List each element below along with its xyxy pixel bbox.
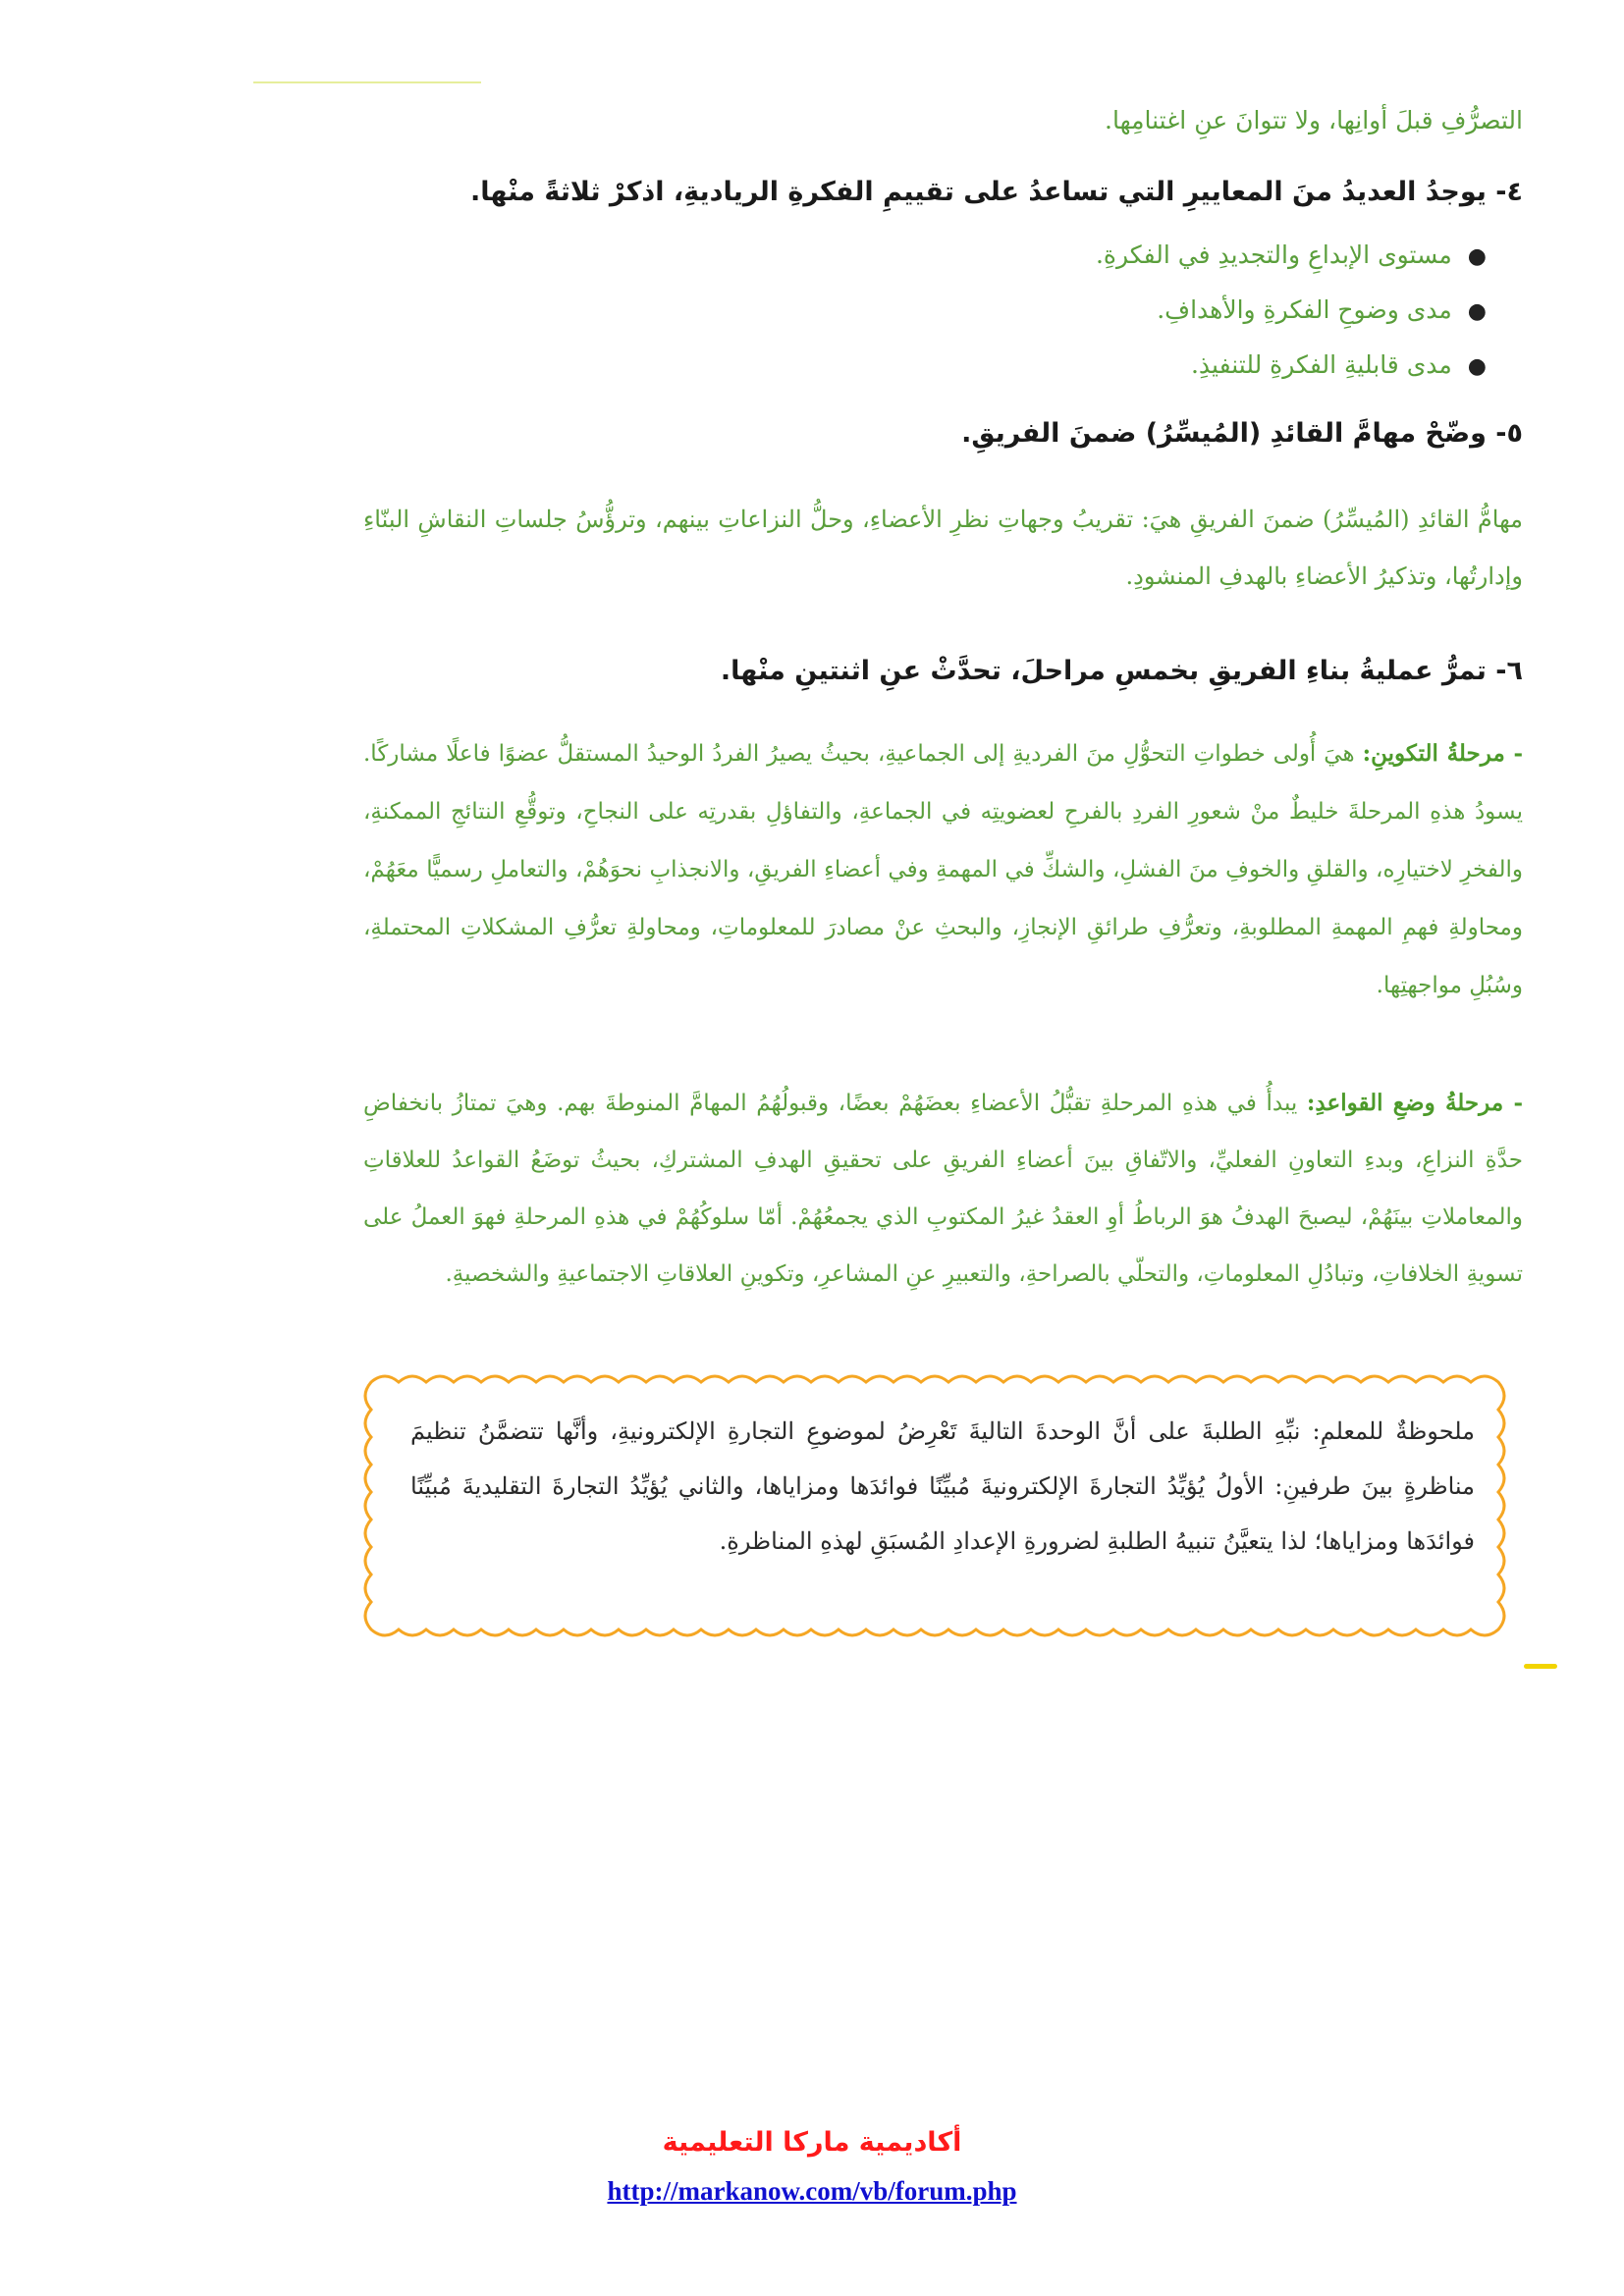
question-5-text: وضّحْ مهامَّ القائدِ (المُيسِّرُ) ضمنَ الفريقِ.: [961, 418, 1487, 449]
stage-2-title: - مرحلةُ وضعِ القواعدِ:: [1306, 1090, 1523, 1116]
corner-mark: [1524, 1664, 1557, 1669]
bullet-icon: ●: [1467, 244, 1487, 269]
footer-link-container: [0, 2176, 1624, 2207]
bullet-icon: ●: [1467, 299, 1487, 324]
list-item: ●مستوى الإبداعِ والتجديدِ في الفكرةِ.: [1095, 240, 1487, 269]
footer-title: أكاديمية ماركا التعليمية: [662, 2127, 962, 2158]
list-item: ●مدى قابليةِ الفكرةِ للتنفيذِ.: [1190, 350, 1487, 379]
stage-1-paragraph: [363, 724, 1523, 1015]
question-5-answer: مهامُّ القائدِ (المُيسِّرُ) ضمنَ الفريقِ هيَ: تقريبُ وجهاتِ نظرِ الأعضاءِ، وحلُّ النزاعاتِ بينهم، وترؤُّسُ جلساتِ النقاشِ البنّاءِ وإدارتُها، وتذكيرُ الأعضاءِ بالهدفِ المنشودِ.: [363, 506, 1523, 590]
question-5: [961, 418, 1523, 449]
stage-1-title: - مرحلةُ التكوينِ:: [1362, 740, 1523, 767]
stage-2-text: يبدأُ في هذهِ المرحلةِ تقبُّلُ الأعضاءِ بعضَهُمْ بعضًا، وقبولُهُمُ المهامَّ المنوطةَ بهم. وهيَ تمتازُ بانخفاضِ حدَّةِ النزاعِ، وبدءِ التعاونِ الفعليِّ، والاتّفاقِ بينَ أعضاءِ الفريقِ على تحقيقِ الهدفِ المشتركِ، بحيثُ توضَعُ القواعدُ للعلاقاتِ والمعاملاتِ بينَهُمْ، ليصبحَ الهدفُ هوَ الرباطُ أوِ العقدُ غيرُ المكتوبِ الذي يجمعُهُمْ. أمّا سلوكُهُمْ في هذهِ المرحلةِ فهوَ العملُ على تسويةِ الخلافاتِ، وتبادُلِ المعلوماتِ، والتحلّي بالصراحةِ، والتعبيرِ عنِ المشاعرِ، وتكوينِ العلاقاتِ الاجتماعيةِ والشخصيةِ.: [363, 1091, 1523, 1287]
list-item: ●مدى وضوحِ الفكرةِ والأهدافِ.: [1157, 295, 1487, 324]
question-4-number: ٤-: [1495, 177, 1523, 207]
question-4-answers: [1096, 236, 1487, 400]
stage-2-paragraph: [363, 1075, 1523, 1303]
question-6-text: تمرُّ عمليةُ بناءِ الفريقِ بخمسِ مراحلَ، تحدَّثْ عنِ اثنتينِ منْها.: [720, 656, 1487, 686]
question-4-text: يوجدُ العديدُ منَ المعاييرِ التي تساعدُ على تقييمِ الفكرةِ الرياديةِ، اذكرْ ثلاثةً منْها.: [470, 177, 1487, 207]
forum-link[interactable]: http://markanow.com/vb/forum.php: [607, 2176, 1017, 2206]
question-6: [721, 656, 1523, 686]
question-5-number: ٥-: [1495, 418, 1523, 449]
teacher-note-box: [363, 1374, 1522, 1645]
top-decorative-line: [253, 81, 481, 83]
question-4: [470, 177, 1523, 207]
stage-1-text: هيَ أُولى خطواتِ التحوُّلِ منَ الفرديةِ إلى الجماعيةِ، بحيثُ يصيرُ الفردُ الوحيدُ المستقلُّ عضوًا فاعلًا مشاركًا. يسودُ هذهِ المرحلةَ خليطٌ منْ شعورِ الفردِ بالفرحِ لعضويتِه في الجماعةِ، والتفاؤلِ بقدرتِه على النجاحِ، وتوقُّعِ النتائجِ الممكنةِ، والفخرِ لاختيارِه، والقلقِ والخوفِ منَ الفشلِ، والشكِّ في المهمةِ وفي أعضاءِ الفريقِ، والانجذابِ نحوَهُمْ، والتعاملِ رسميًّا معَهُمْ، ومحاولةِ فهمِ المهمةِ المطلوبةِ، وتعرُّفِ طرائقِ الإنجازِ، والبحثِ عنْ مصادرَ للمعلوماتِ، ومحاولةِ تعرُّفِ المشكلاتِ المحتملةِ، وسُبُلِ مواجهتِها.: [363, 741, 1523, 998]
intro-line: التصرُّفِ قبلَ أوانِها، ولا تتوانَ عنِ اغتنامِها.: [1105, 106, 1523, 134]
teacher-note-text: ملحوظةٌ للمعلمِ: نبِّهِ الطلبةَ على أنَّ الوحدةَ التاليةَ تَعْرِضُ لموضوعِ التجارةِ الإلكترونيةِ، وأنَّها تتضمَّنُ تنظيمَ مناظرةٍ بينَ طرفينِ: الأولُ يُؤيِّدُ التجارةَ الإلكترونيةَ مُبيِّنًا فوائدَها ومزاياها، والثاني يُؤيِّدُ التجارةَ التقليديةَ مُبيِّنًا فوائدَها ومزاياها؛ لذا يتعيَّنُ تنبيهُ الطلبةِ لضرورةِ الإعدادِ المُسبَقِ لهذهِ المناظرةِ.: [410, 1417, 1475, 1555]
question-6-number: ٦-: [1495, 656, 1523, 686]
bullet-icon: ●: [1467, 354, 1487, 379]
